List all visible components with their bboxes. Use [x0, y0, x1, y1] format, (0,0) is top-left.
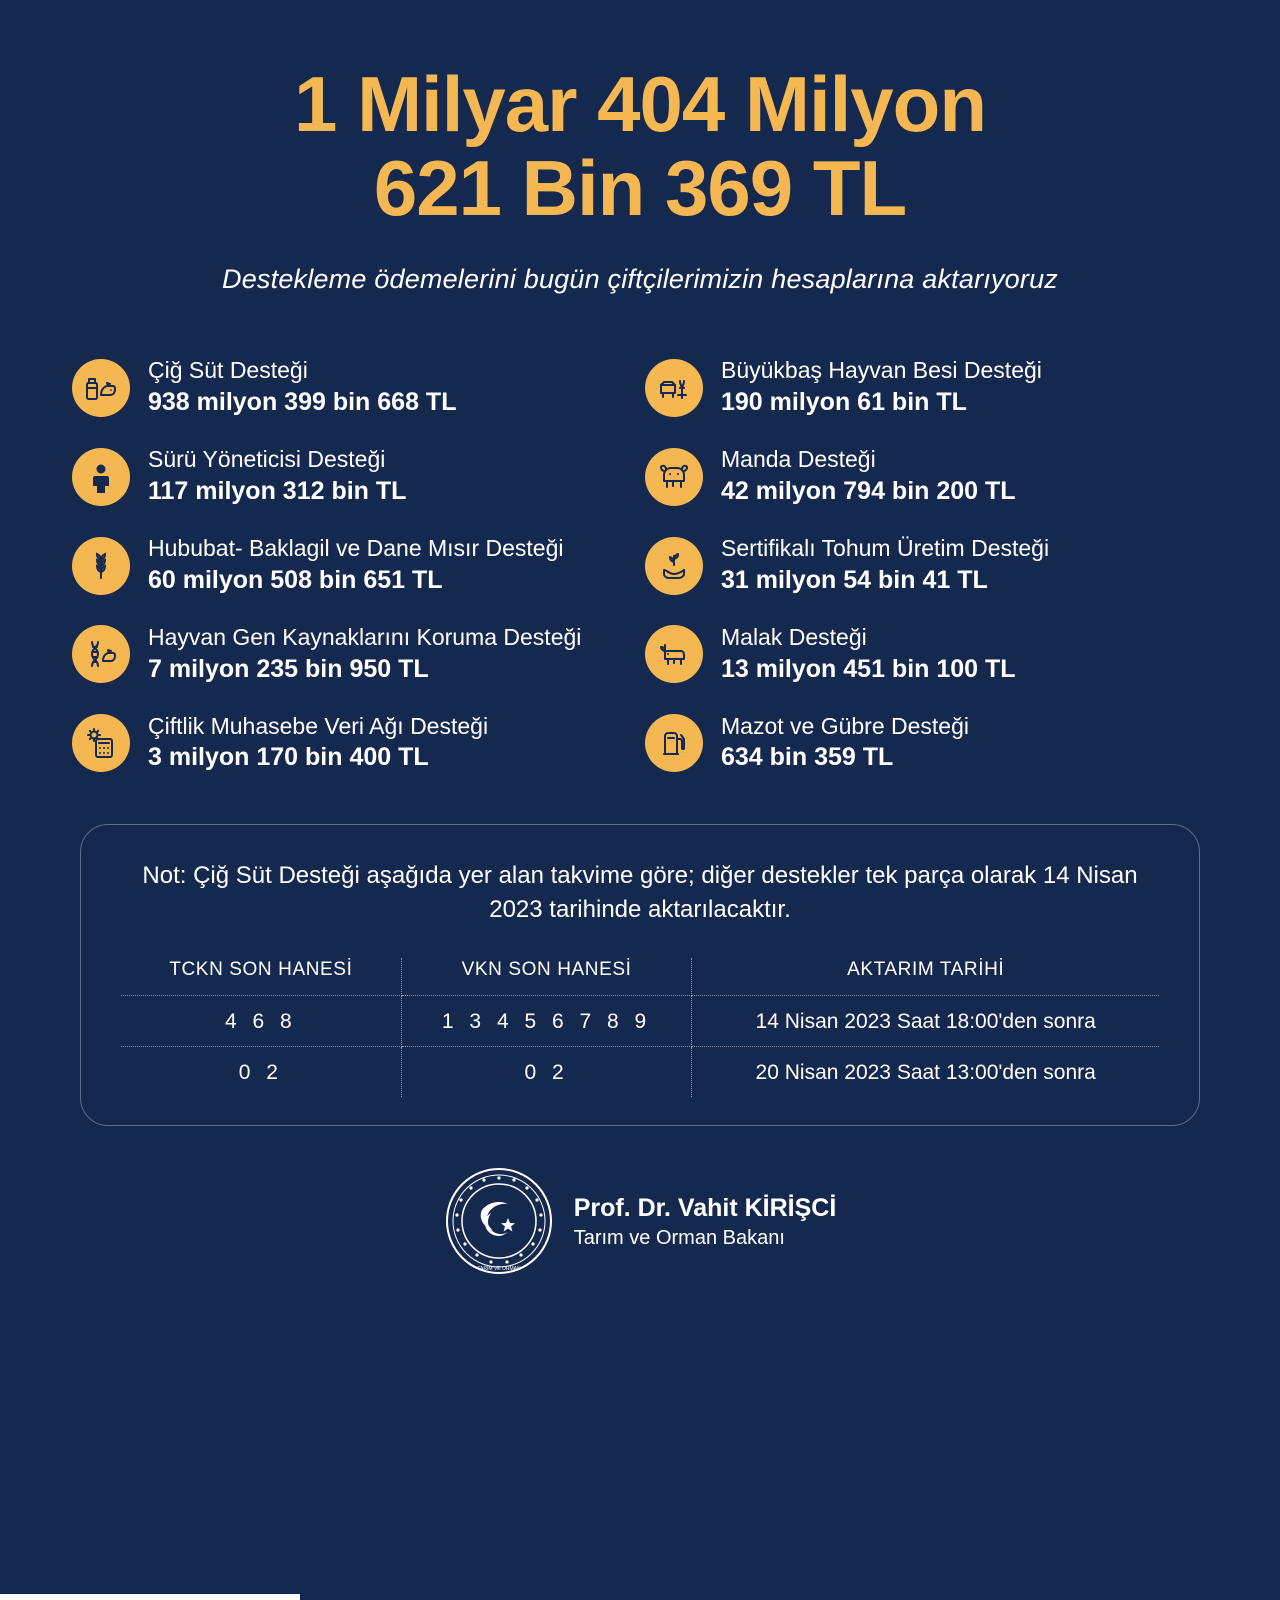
- svg-text:TARIM VE ORMAN: TARIM VE ORMAN: [477, 1266, 521, 1273]
- cell-date: 20 Nisan 2023 Saat 13:00'den sonra: [755, 1061, 1096, 1085]
- seed-hand-icon: [645, 537, 703, 595]
- buffalo-icon: [645, 448, 703, 506]
- note-box: [80, 824, 1200, 1127]
- footer: [60, 1166, 1220, 1276]
- cattle-feeding-icon: [645, 359, 703, 417]
- support-amount: 117 milyon 312 bin TL: [148, 476, 407, 505]
- support-item: [72, 535, 635, 596]
- support-item: [645, 446, 1208, 507]
- support-item: [72, 446, 635, 507]
- support-item: [645, 624, 1208, 685]
- support-amount: 938 milyon 399 bin 668 TL: [148, 388, 457, 417]
- support-title: Malak Desteği: [721, 624, 867, 650]
- table-row: [121, 996, 1159, 1047]
- support-amount: 42 milyon 794 bin 200 TL: [721, 476, 1016, 505]
- cell-date: 14 Nisan 2023 Saat 18:00'den sonra: [692, 996, 1159, 1047]
- strip-white: [0, 1594, 300, 1600]
- subtitle: Destekleme ödemelerini bugün çiftçilerimizin hesaplarına aktarıyoruz: [222, 264, 1058, 295]
- headline-line-2: 621 Bin 369 TL: [373, 144, 907, 233]
- support-amount: 190 milyon 61 bin TL: [721, 388, 967, 417]
- support-title: Sürü Yöneticisi Desteği: [148, 446, 386, 473]
- table-row: [121, 1047, 1159, 1098]
- table-header-row: [121, 958, 1159, 996]
- cell-vkn: 0 2: [401, 1047, 692, 1098]
- column-header-tckn: TCKN SON HANESİ: [121, 958, 401, 996]
- support-item: [72, 624, 635, 685]
- support-amount: 13 milyon 451 bin 100 TL: [721, 654, 1016, 683]
- support-title: Çiftlik Muhasebe Veri Ağı Desteği: [148, 712, 489, 739]
- turkish-ministry-emblem-icon: [444, 1166, 554, 1276]
- milk-cow-icon: [72, 359, 130, 417]
- support-item: [645, 535, 1208, 596]
- support-amount: 31 milyon 54 bin 41 TL: [721, 565, 988, 594]
- support-item: [72, 357, 635, 418]
- calf-icon: [645, 625, 703, 683]
- support-title: Sertifikalı Tohum Üretim Desteği: [721, 535, 1050, 562]
- support-amount: 60 milyon 508 bin 651 TL: [148, 565, 443, 594]
- wheat-icon: [72, 537, 130, 595]
- cell-tckn: 4 6 8: [121, 996, 401, 1047]
- minister-role: Tarım ve Orman Bakanı: [573, 1226, 785, 1249]
- note-text: Not: Çiğ Süt Desteği aşağıda yer alan takvime göre; diğer destekler tek parça olarak 14 Nisan 2023 tarihinde aktarılacaktır.: [142, 861, 1138, 924]
- cell-tckn: 0 2: [121, 1047, 401, 1098]
- support-amount: 3 milyon 170 bin 400 TL: [148, 743, 429, 772]
- cell-vkn: 1 3 4 5 6 7 8 9: [401, 996, 692, 1047]
- minister-name: Prof. Dr. Vahit KİRİŞCİ: [573, 1193, 837, 1222]
- dna-cow-icon: [72, 625, 130, 683]
- support-title: Mazot ve Gübre Desteği: [721, 712, 970, 739]
- column-header-date: AKTARIM TARİHİ: [692, 958, 1159, 996]
- support-title: Manda Desteği: [721, 446, 876, 473]
- page-title: [60, 0, 1220, 233]
- support-item: [72, 713, 635, 774]
- signature-block: [574, 1193, 837, 1250]
- support-list: [60, 357, 1220, 773]
- support-title: Büyükbaş Hayvan Besi Desteği: [721, 357, 1042, 384]
- column-header-vkn: VKN SON HANESİ: [401, 958, 692, 996]
- payment-schedule-table: [121, 958, 1159, 1097]
- shepherd-person-icon: [72, 448, 130, 506]
- support-item: [645, 713, 1208, 774]
- headline-line-1: 1 Milyar 404 Milyon: [294, 60, 986, 148]
- support-title: Çiğ Süt Desteği: [148, 357, 308, 384]
- fuel-pump-icon: [645, 714, 703, 772]
- strip-navy: [300, 1594, 1280, 1600]
- bottom-strip: [0, 1594, 1280, 1600]
- support-amount: 634 bin 359 TL: [721, 743, 894, 772]
- support-title: Hayvan Gen Kaynaklarını Koruma Desteği: [148, 624, 582, 650]
- calculator-gear-icon: [72, 714, 130, 772]
- support-amount: 7 milyon 235 bin 950 TL: [148, 654, 429, 683]
- support-title: Hububat- Baklagil ve Dane Mısır Desteği: [148, 535, 564, 562]
- support-item: [645, 357, 1208, 418]
